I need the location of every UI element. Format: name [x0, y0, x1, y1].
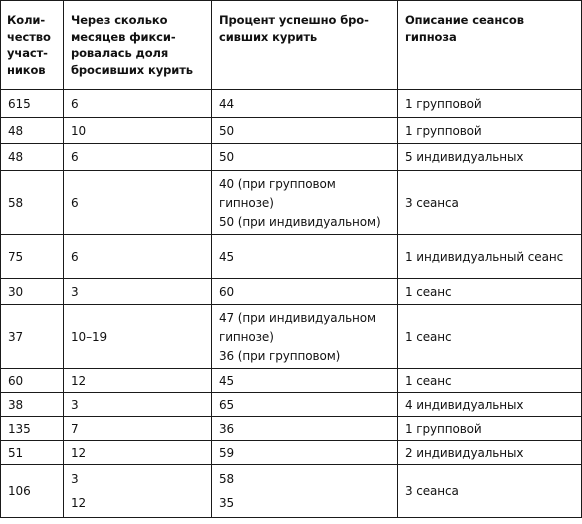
- cell-percent: 44: [212, 90, 398, 118]
- table-row: [1, 305, 582, 369]
- table-row: [1, 441, 582, 465]
- cell-months: 3: [64, 393, 212, 417]
- cell-description: 1 групповой: [398, 118, 582, 144]
- cell-months: 12: [64, 369, 212, 393]
- cell-percent: 50: [212, 118, 398, 144]
- cell-months: 7: [64, 417, 212, 441]
- cell-percent: 36: [212, 417, 398, 441]
- cell-description: 3 сеанса: [398, 465, 582, 518]
- table-row: [1, 235, 582, 279]
- cell-months: 12: [64, 441, 212, 465]
- cell-description: 1 сеанс: [398, 369, 582, 393]
- cell-months: 10: [64, 118, 212, 144]
- cell-participants: 60: [1, 369, 64, 393]
- cell-description: 4 индивидуальных: [398, 393, 582, 417]
- cell-description: 1 индивидуальный сеанс: [398, 235, 582, 279]
- cell-percent: 65: [212, 393, 398, 417]
- cell-participants: 135: [1, 417, 64, 441]
- header-session-description: Описание сеансов гипноза: [398, 1, 582, 90]
- cell-participants: 58: [1, 171, 64, 235]
- cell-percent: 45: [212, 369, 398, 393]
- cell-participants: 37: [1, 305, 64, 369]
- cell-percent: 50: [212, 144, 398, 171]
- cell-description: 2 индивидуальных: [398, 441, 582, 465]
- cell-percent: 45: [212, 235, 398, 279]
- table-row: [1, 118, 582, 144]
- cell-participants: 106: [1, 465, 64, 518]
- cell-months: 6: [64, 144, 212, 171]
- cell-description: 1 сеанс: [398, 279, 582, 305]
- cell-description: 1 сеанс: [398, 305, 582, 369]
- table-row: [1, 417, 582, 441]
- header-months: Через сколько месяцев фикси- ровалась доля бросивших курить: [64, 1, 212, 90]
- header-participants: Коли- чество участ- ников: [1, 1, 64, 90]
- table-row: [1, 171, 582, 235]
- table-header-row: [1, 1, 582, 90]
- cell-months: 10–19: [64, 305, 212, 369]
- table-row: [1, 279, 582, 305]
- table-row: [1, 465, 582, 518]
- cell-description: 1 групповой: [398, 90, 582, 118]
- cell-participants: 75: [1, 235, 64, 279]
- table-row: [1, 144, 582, 171]
- cell-participants: 48: [1, 144, 64, 171]
- cell-percent: 59: [212, 441, 398, 465]
- cell-months: 6: [64, 171, 212, 235]
- cell-participants: 48: [1, 118, 64, 144]
- cell-months: 6: [64, 235, 212, 279]
- cell-participants: 51: [1, 441, 64, 465]
- cell-percent: 58 35: [212, 465, 398, 518]
- cell-percent: 60: [212, 279, 398, 305]
- cell-participants: 38: [1, 393, 64, 417]
- cell-percent: 47 (при индивидуальном гипнозе) 36 (при групповом): [212, 305, 398, 369]
- cell-description: 3 сеанса: [398, 171, 582, 235]
- cell-months: 3: [64, 279, 212, 305]
- cell-percent: 40 (при групповом гипнозе) 50 (при индивидуальном): [212, 171, 398, 235]
- cell-months: 3 12: [64, 465, 212, 518]
- cell-description: 1 групповой: [398, 417, 582, 441]
- cell-months: 6: [64, 90, 212, 118]
- cell-participants: 30: [1, 279, 64, 305]
- table-row: [1, 393, 582, 417]
- table-row: [1, 369, 582, 393]
- cell-description: 5 индивидуальных: [398, 144, 582, 171]
- table-row: [1, 90, 582, 118]
- header-percent-quit: Процент успешно бро- сивших курить: [212, 1, 398, 90]
- cell-participants: 615: [1, 90, 64, 118]
